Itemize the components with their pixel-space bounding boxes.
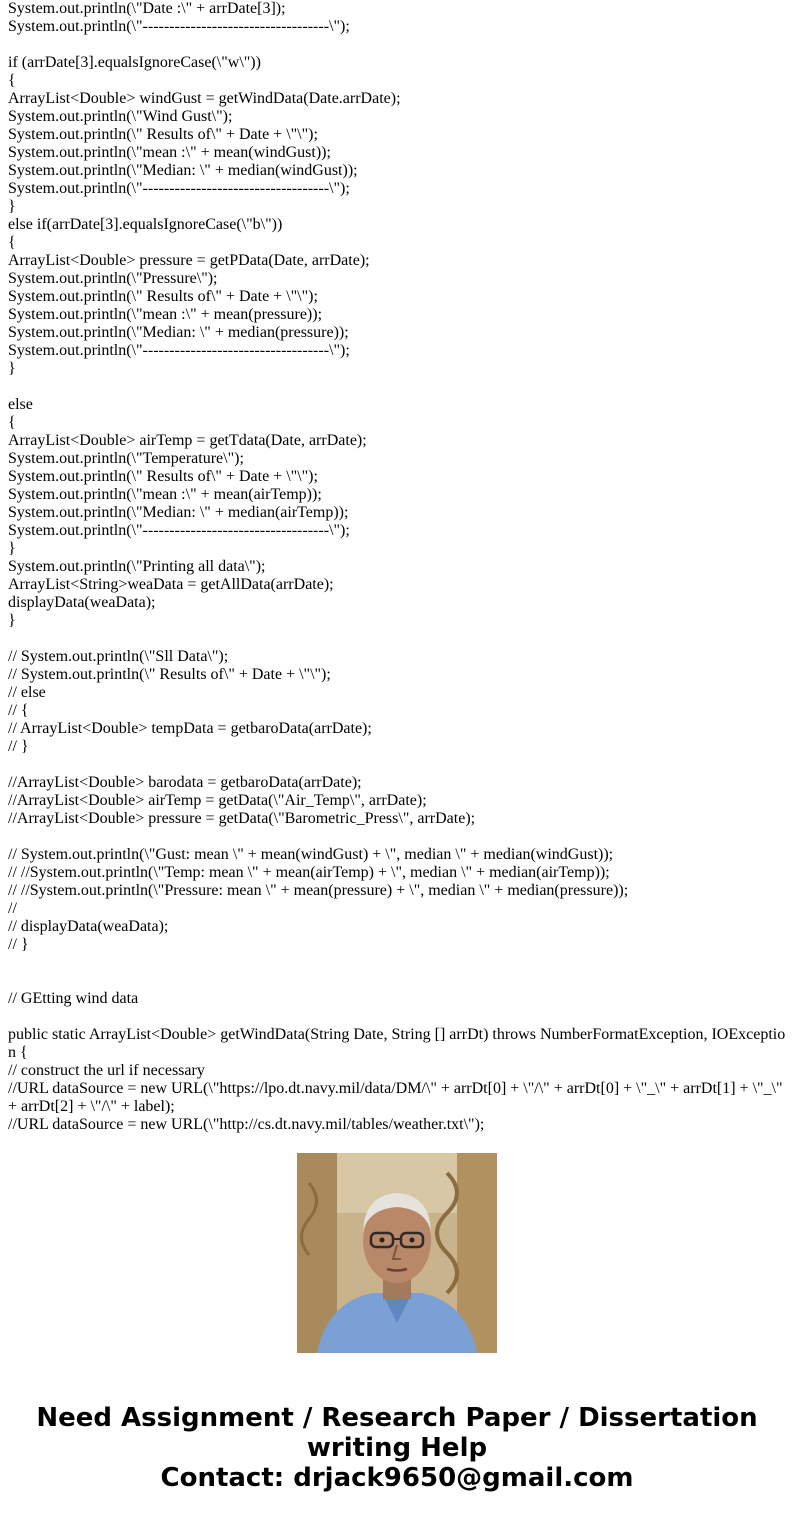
code-line: // else (8, 684, 46, 701)
code-line: // construct the url if necessary (8, 1062, 205, 1079)
code-line (8, 828, 788, 846)
code-line: System.out.println(\"Printing all data\"); (8, 558, 266, 575)
code-line: System.out.println(\"mean :\" + mean(airTemp)); (8, 486, 322, 503)
code-line: // { (8, 702, 29, 719)
code-line: System.out.println(\"Temperature\"); (8, 450, 244, 467)
code-line (8, 378, 788, 396)
code-line: // System.out.println(\"Sll Data\"); (8, 648, 229, 665)
code-line: System.out.println(\"-----------------------------------\"); (8, 522, 350, 539)
code-line: ArrayList<Double> airTemp = getTdata(Date, arrDate); (8, 432, 367, 449)
code-line: System.out.println(\"Median: \" + median(windGust)); (8, 162, 358, 179)
code-line: //URL dataSource = new URL(\"https://lpo.dt.navy.mil/data/DM/\" + arrDt[0] + \"/\" + arrDt[0] + \"_\" + arrDt[1] + \"_\" + arrDt[2] + \"/\" + label); (8, 1080, 787, 1115)
code-line: else (8, 396, 33, 413)
code-line: //ArrayList<Double> pressure = getData(\"Barometric_Press\", arrDate); (8, 810, 476, 827)
code-line: } (8, 612, 16, 629)
code-line: //ArrayList<Double> airTemp = getData(\"Air_Temp\", arrDate); (8, 792, 427, 809)
code-line: if (arrDate[3].equalsIgnoreCase(\"w\")) (8, 54, 261, 71)
code-line: ArrayList<Double> pressure = getPData(Date, arrDate); (8, 252, 370, 269)
code-line: public static ArrayList<Double> getWindData(String Date, String [] arrDt) throws NumberFormatException, IOException { (8, 1026, 786, 1061)
promo-line-2: writing Help (306, 1433, 488, 1463)
code-line: { (8, 414, 16, 431)
code-line: } (8, 198, 16, 215)
code-line: //ArrayList<Double> barodata = getbaroData(arrDate); (8, 774, 362, 791)
code-line: displayData(weaData); (8, 594, 156, 611)
code-line: } (8, 540, 16, 557)
author-avatar (297, 1153, 497, 1353)
code-line (8, 36, 788, 54)
code-line: ArrayList<Double> windGust = getWindData(Date.arrDate); (8, 90, 401, 107)
code-line: //URL dataSource = new URL(\"http://cs.dt.navy.mil/tables/weather.txt\"); (8, 1116, 485, 1133)
code-line: // System.out.println(\"Gust: mean \" + mean(windGust) + \", median \" + median(windGust)); (8, 846, 614, 863)
code-line: System.out.println(\"-----------------------------------\"); (8, 18, 350, 35)
code-line: else if(arrDate[3].equalsIgnoreCase(\"b\")) (8, 216, 283, 233)
code-line: // GEtting wind data (8, 990, 139, 1007)
code-line: System.out.println(\" Results of\" + Date + \"\"); (8, 288, 318, 305)
code-line: // } (8, 936, 29, 953)
code-line: System.out.println(\"mean :\" + mean(pressure)); (8, 306, 323, 323)
code-line (8, 630, 788, 648)
code-line: // } (8, 738, 29, 755)
code-line: { (8, 72, 16, 89)
promo-banner (0, 1403, 794, 1493)
code-line: System.out.println(\"Date :\" + arrDate[3]); (8, 0, 286, 17)
code-line: System.out.println(\"-----------------------------------\"); (8, 342, 350, 359)
code-line (8, 756, 788, 774)
code-line (8, 954, 788, 972)
code-line: System.out.println(\"-----------------------------------\"); (8, 180, 350, 197)
code-line: System.out.println(\"Median: \" + median(airTemp)); (8, 504, 349, 521)
code-line: System.out.println(\"Wind Gust\"); (8, 108, 233, 125)
code-line (8, 1008, 788, 1026)
code-line: System.out.println(\" Results of\" + Date + \"\"); (8, 468, 318, 485)
code-line: // System.out.println(\" Results of\" + Date + \"\"); (8, 666, 331, 683)
code-line (8, 972, 788, 990)
code-line: System.out.println(\" Results of\" + Date + \"\"); (8, 126, 318, 143)
code-listing (8, 0, 788, 1133)
code-line: ArrayList<String>weaData = getAllData(arrDate); (8, 576, 334, 593)
code-line: // ArrayList<Double> tempData = getbaroData(arrDate); (8, 720, 372, 737)
code-line: // //System.out.println(\"Temp: mean \" + mean(airTemp) + \", median \" + median(airTemp)); (8, 864, 610, 881)
code-line: // //System.out.println(\"Pressure: mean \" + mean(pressure) + \", median \" + median(pressure)); (8, 882, 629, 899)
promo-line-1: Need Assignment / Research Paper / Dissertation (36, 1403, 758, 1433)
code-line: // displayData(weaData); (8, 918, 169, 935)
code-line: } (8, 360, 16, 377)
code-line: System.out.println(\"Pressure\"); (8, 270, 218, 287)
code-line: System.out.println(\"Median: \" + median(pressure)); (8, 324, 349, 341)
promo-contact-line: Contact: drjack9650@gmail.com (160, 1463, 634, 1493)
author-portrait-image (297, 1153, 497, 1353)
code-line: System.out.println(\"mean :\" + mean(windGust)); (8, 144, 331, 161)
code-line: // (8, 900, 17, 917)
code-line: { (8, 234, 16, 251)
